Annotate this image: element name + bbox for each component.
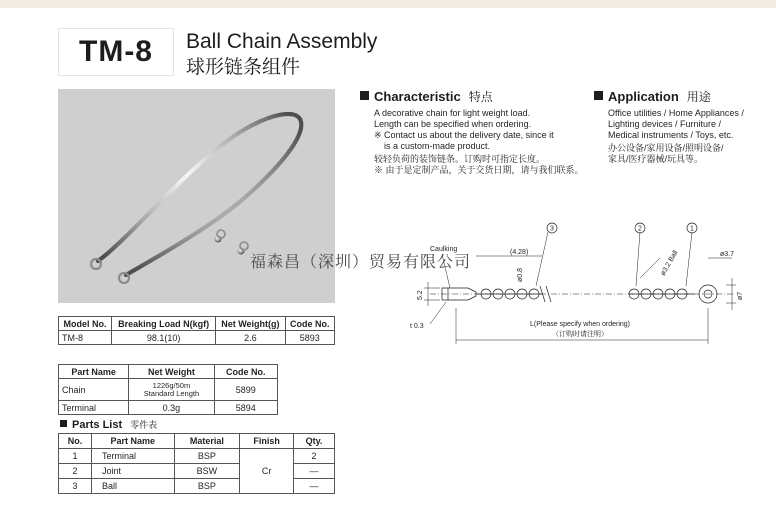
column-header: Model No. <box>59 317 112 331</box>
characteristic-line: ※ Contact us about the delivery date, since it <box>374 130 554 140</box>
application-line: 办公设备/家用设备/照明设备/ <box>608 143 724 153</box>
column-header: Part Name <box>59 365 129 379</box>
characteristic-line: ※ 由于是定制产品，关于交货日期，请与我们联系。 <box>374 165 584 175</box>
characteristic-heading-cn: 特点 <box>468 90 493 104</box>
table-cell <box>129 379 214 401</box>
table-cell: Terminal <box>92 449 175 464</box>
part-weight-table <box>58 364 278 415</box>
dim-428: (4.28) <box>510 249 529 256</box>
callout-2: 2 <box>638 225 642 233</box>
table-cell: BSP <box>174 449 240 464</box>
chain-weight: 1226g/50m <box>152 380 191 390</box>
table-cell: Ball <box>92 479 175 494</box>
table-cell: 0.3g <box>129 401 214 415</box>
table-row <box>59 331 335 345</box>
table-header-row <box>59 434 335 449</box>
table-cell: Chain <box>59 379 129 401</box>
length-label-en: L(Please specify when ordering) <box>530 321 630 328</box>
square-bullet-icon <box>594 91 603 100</box>
characteristic-line: A decorative chain for light weight load. <box>374 108 531 118</box>
application-line: 家具/医疗器械/玩具等。 <box>608 154 704 164</box>
column-header: Net Weight <box>129 365 214 379</box>
dim-32-ball: ø3.2 Ball <box>659 249 680 277</box>
parts-list-table <box>58 433 335 494</box>
table-cell: 1 <box>59 449 92 464</box>
application-heading <box>594 88 711 105</box>
table-cell: 5899 <box>214 379 277 401</box>
dim-08: ø0.8 <box>517 267 524 282</box>
column-header: Finish <box>240 434 294 449</box>
column-header: Breaking Load N(kgf) <box>112 317 216 331</box>
table-cell: Joint <box>92 464 175 479</box>
table-row <box>59 464 335 479</box>
application-heading-en: Application <box>608 89 679 104</box>
column-header: Material <box>174 434 240 449</box>
product-title-en: Ball Chain Assembly <box>186 30 378 53</box>
square-bullet-icon <box>360 91 369 100</box>
square-bullet-icon <box>60 420 67 427</box>
column-header: Code No. <box>285 317 334 331</box>
table-cell: 5894 <box>214 401 277 415</box>
table-row <box>59 401 278 415</box>
characteristic-heading-en: Characteristic <box>374 89 461 104</box>
application-line: Medical instruments / Toys, etc. <box>608 130 734 140</box>
table-row <box>59 449 335 464</box>
characteristic-heading <box>360 88 493 105</box>
parts-list-heading-cn: 零件表 <box>130 420 158 430</box>
model-number: TM-8 <box>79 35 153 68</box>
table-cell: 98.1(10) <box>112 331 216 345</box>
table-header-row <box>59 365 278 379</box>
column-header: Code No. <box>214 365 277 379</box>
dim-7: ø7 <box>737 291 744 300</box>
product-title-cn: 球形链条组件 <box>186 57 301 78</box>
model-title-box <box>58 28 174 76</box>
caulking-label: Caulking <box>430 246 458 253</box>
characteristic-line: Length can be specified when ordering. <box>374 119 532 129</box>
table-cell: Terminal <box>59 401 129 415</box>
column-header: Qty. <box>294 434 335 449</box>
table-cell: 2 <box>294 449 335 464</box>
model-table <box>58 316 335 345</box>
table-cell: — <box>294 464 335 479</box>
dim-37: ø3.7 <box>720 251 735 258</box>
dim-52: 5.2 <box>417 290 424 300</box>
characteristic-line: 较轻负荷的装饰链条。订购时可指定长度。 <box>374 154 546 164</box>
application-text <box>608 108 773 165</box>
table-header-row <box>59 317 335 331</box>
watermark: 福森昌（深圳）贸易有限公司 <box>250 254 472 271</box>
characteristic-text <box>374 108 592 176</box>
application-line: Lighting devices / Furniture / <box>608 119 722 129</box>
table-cell: 2.6 <box>216 331 285 345</box>
column-header: Part Name <box>92 434 175 449</box>
callout-1: 1 <box>690 225 694 233</box>
table-cell: 2 <box>59 464 92 479</box>
table-row <box>59 479 335 494</box>
table-cell: BSP <box>174 479 240 494</box>
callout-3: 3 <box>550 225 554 233</box>
length-label-cn: （订购时请注明） <box>552 331 608 338</box>
dim-t03: t 0.3 <box>410 323 424 330</box>
application-line: Office utilities / Home Appliances / <box>608 108 744 118</box>
technical-drawing <box>390 218 776 350</box>
application-heading-cn: 用途 <box>686 90 711 104</box>
table-cell: 3 <box>59 479 92 494</box>
parts-list-heading <box>60 418 157 431</box>
parts-list-heading-en: Parts List <box>72 419 123 431</box>
table-cell: BSW <box>174 464 240 479</box>
column-header: No. <box>59 434 92 449</box>
chain-standard-length: Standard Length <box>143 388 200 398</box>
finish-cell: Cr <box>240 449 294 494</box>
table-row <box>59 379 278 401</box>
table-cell: — <box>294 479 335 494</box>
top-band <box>0 0 776 8</box>
table-cell: 5893 <box>285 331 334 345</box>
table-cell: TM-8 <box>59 331 112 345</box>
characteristic-line: is a custom-made product. <box>374 141 491 151</box>
column-header: Net Weight(g) <box>216 317 285 331</box>
